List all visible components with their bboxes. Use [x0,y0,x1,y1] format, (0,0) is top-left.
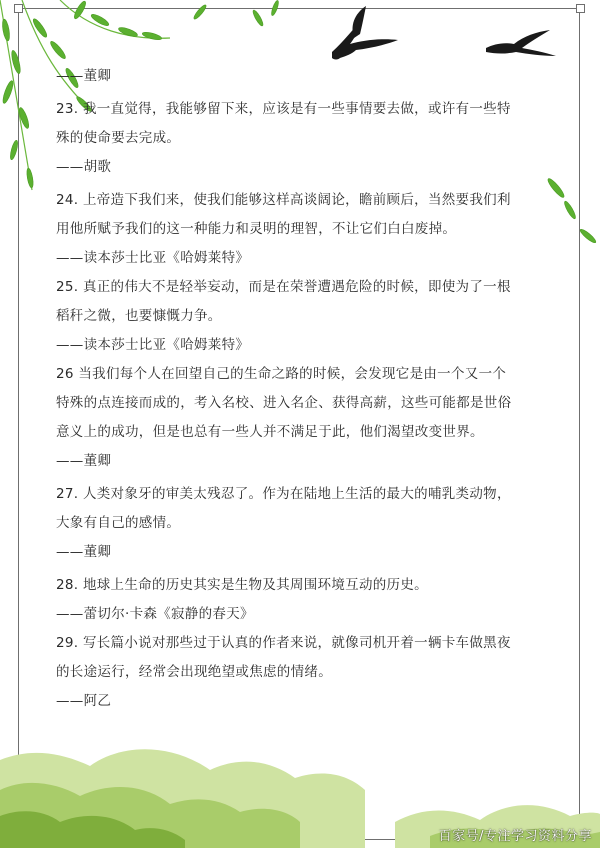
quote-text [56,480,556,538]
quote-line: 大象有自己的感情。 [56,515,181,531]
attribution: ——读本莎士比亚《哈姆莱特》 [56,250,250,266]
quote-line: 26 当我们每个人在回望自己的生命之路的时候，会发现它是由一个又一个 [56,366,507,382]
quote-text [56,273,556,331]
quote-text [56,629,556,687]
attribution: ——读本莎士比亚《哈姆莱特》 [56,337,250,353]
attribution: ——阿乙 [56,693,112,709]
attribution: ——董卿 [56,453,112,469]
attribution: ——蕾切尔·卡森《寂静的春天》 [56,606,254,622]
watermark-text: 百家号/专注学习资料分享 [438,829,592,844]
quote-text [56,360,556,447]
quote-text [56,95,556,153]
quote-list [56,62,556,716]
swallow-bird-small-icon [486,30,556,56]
swallow-bird-large-icon [332,6,398,60]
quote-line: 29. 写长篇小说对那些过于认真的作者来说，就像司机开着一辆卡车做黑夜 [56,635,511,651]
quote-line: 24. 上帝造下我们来，使我们能够这样高谈阔论，瞻前顾后，当然要我们利 [56,192,511,208]
quote-line: 殊的使命要去完成。 [56,130,181,146]
quote-line: 用他所赋予我们的这一种能力和灵明的理智，不让它们白白废掉。 [56,221,457,237]
attribution: ——董卿 [56,68,112,84]
quote-line: 稻秆之微，也要慷慨力争。 [56,308,222,324]
quote-line: 的长途运行，经常会出现绝望或焦虑的情绪。 [56,664,332,680]
quote-line: 意义上的成功，但是也总有一些人并不满足于此，他们渴望改变世界。 [56,424,484,440]
quote-text [56,571,556,600]
quote-line: 25. 真正的伟大不是轻举妄动，而是在荣誉遭遇危险的时候，即使为了一根 [56,279,511,295]
attribution: ——董卿 [56,544,112,560]
attribution: ——胡歌 [56,159,112,175]
quote-line: 27. 人类对象牙的审美太残忍了。作为在陆地上生活的最大的哺乳类动物， [56,486,511,502]
quote-text [56,186,556,244]
quote-line: 28. 地球上生命的历史其实是生物及其周围环境互动的历史。 [56,577,428,593]
quote-line: 特殊的点连接而成的，考入名校、进入名企、获得高薪，这些可能都是世俗 [56,395,512,411]
quote-line: 23. 我一直觉得，我能够留下来，应该是有一些事情要去做，或许有一些特 [56,101,511,117]
